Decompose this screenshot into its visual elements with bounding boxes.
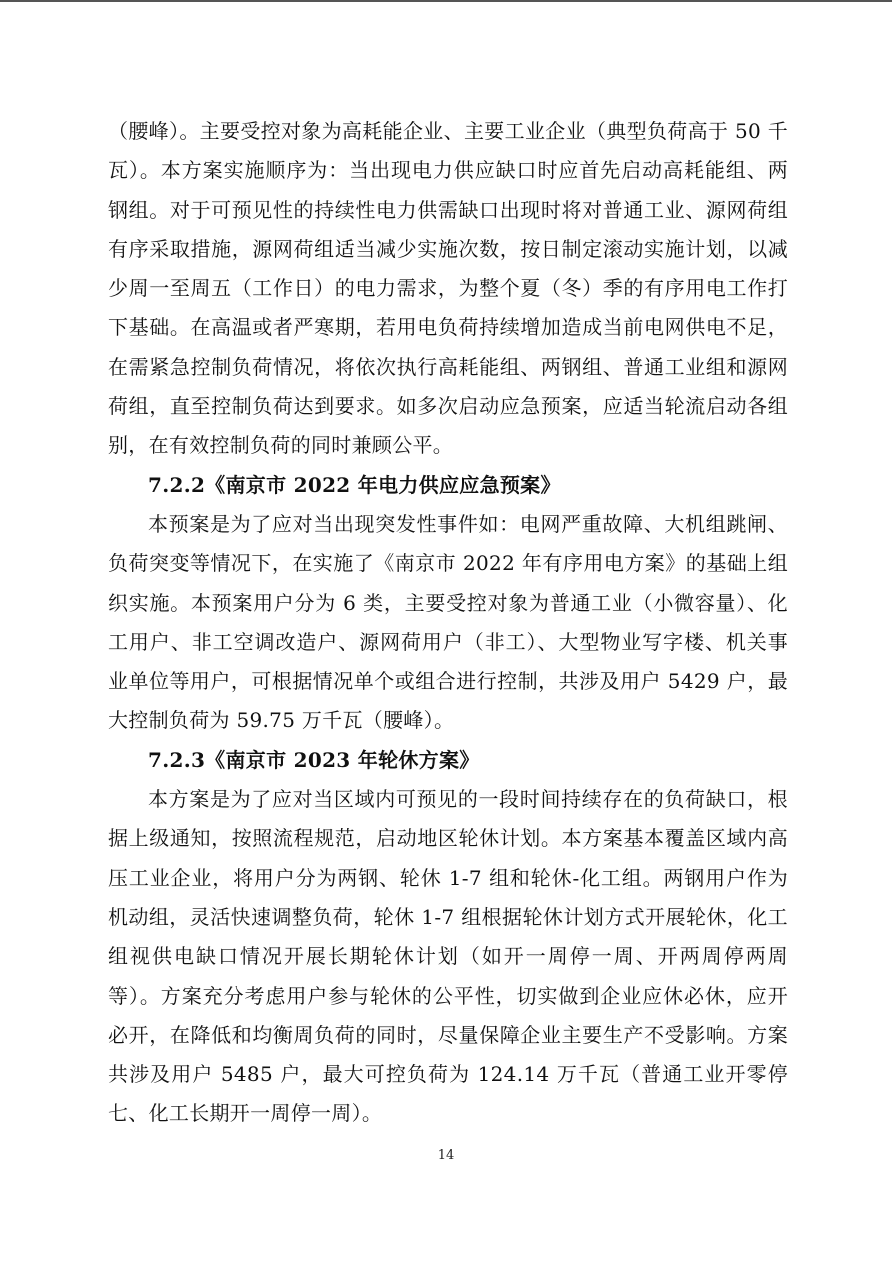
continuation-paragraph: （腰峰）。主要受控对象为高耗能企业、主要工业企业（典型负荷高于 50 千瓦）。本方案实施顺序为：当出现电力供应缺口时应首先启动高耗能组、两钢组。对于可预见性的持续性电力供需缺口出现时将对普通工业、源网荷组有序采取措施，源网荷组适当减少实施次数，按日制定滚动实施计划，以减少周一至周五（工作日）的电力需求，为整个夏（冬）季的有序用电工作打下基础。在高温或者严寒期，若用电负荷持续增加造成当前电网供电不足，在需紧急控制负荷情况，将依次执行高耗能组、两钢组、普通工业组和源网荷组，直至控制负荷达到要求。如多次启动应急预案，应适当轮流启动各组别，在有效控制负荷的同时兼顾公平。 bbox=[108, 119, 788, 458]
section-heading-7-2-3: 7.2.3《南京市 2023 年轮休方案》 bbox=[148, 747, 480, 772]
section-body-7-2-3: 本方案是为了应对当区域内可预见的一段时间持续存在的负荷缺口，根据上级通知，按照流程规范，启动地区轮休计划。本方案基本覆盖区域内高压工业企业，将用户分为两钢、轮休 1-7 组和轮休-化工组。两钢用户作为机动组，灵活快速调整负荷，轮休 1-7 组根据轮休计划方式开展轮休，化工组视供电缺口情况开展长期轮休计划（如开一周停一周、开两周停两周等）。方案充分考虑用户参与轮休的公平性，切实做到企业应休必休，应开必开，在降低和均衡周负荷的同时，尽量保障企业主要生产不受影响。方案共涉及用户 5485 户，最大可控负荷为 124.14 万千瓦（普通工业开零停七、化工长期开一周停一周）。 bbox=[108, 787, 788, 1126]
document-body bbox=[108, 112, 788, 1134]
section-body-7-2-2: 本预案是为了应对当出现突发性事件如：电网严重故障、大机组跳闸、负荷突变等情况下，在实施了《南京市 2022 年有序用电方案》的基础上组织实施。本预案用户分为 6 类，主要受控对象为普通工业（小微容量）、化工用户、非工空调改造户、源网荷用户（非工）、大型物业写字楼、机关事业单位等用户，可根据情况单个或组合进行控制，共涉及用户 5429 户，最大控制负荷为 59.75 万千瓦（腰峰）。 bbox=[108, 511, 788, 733]
page-number: 14 bbox=[437, 1148, 455, 1163]
top-border-line bbox=[0, 0, 892, 2]
section-heading-7-2-2: 7.2.2《南京市 2022 年电力供应应急预案》 bbox=[148, 472, 561, 497]
